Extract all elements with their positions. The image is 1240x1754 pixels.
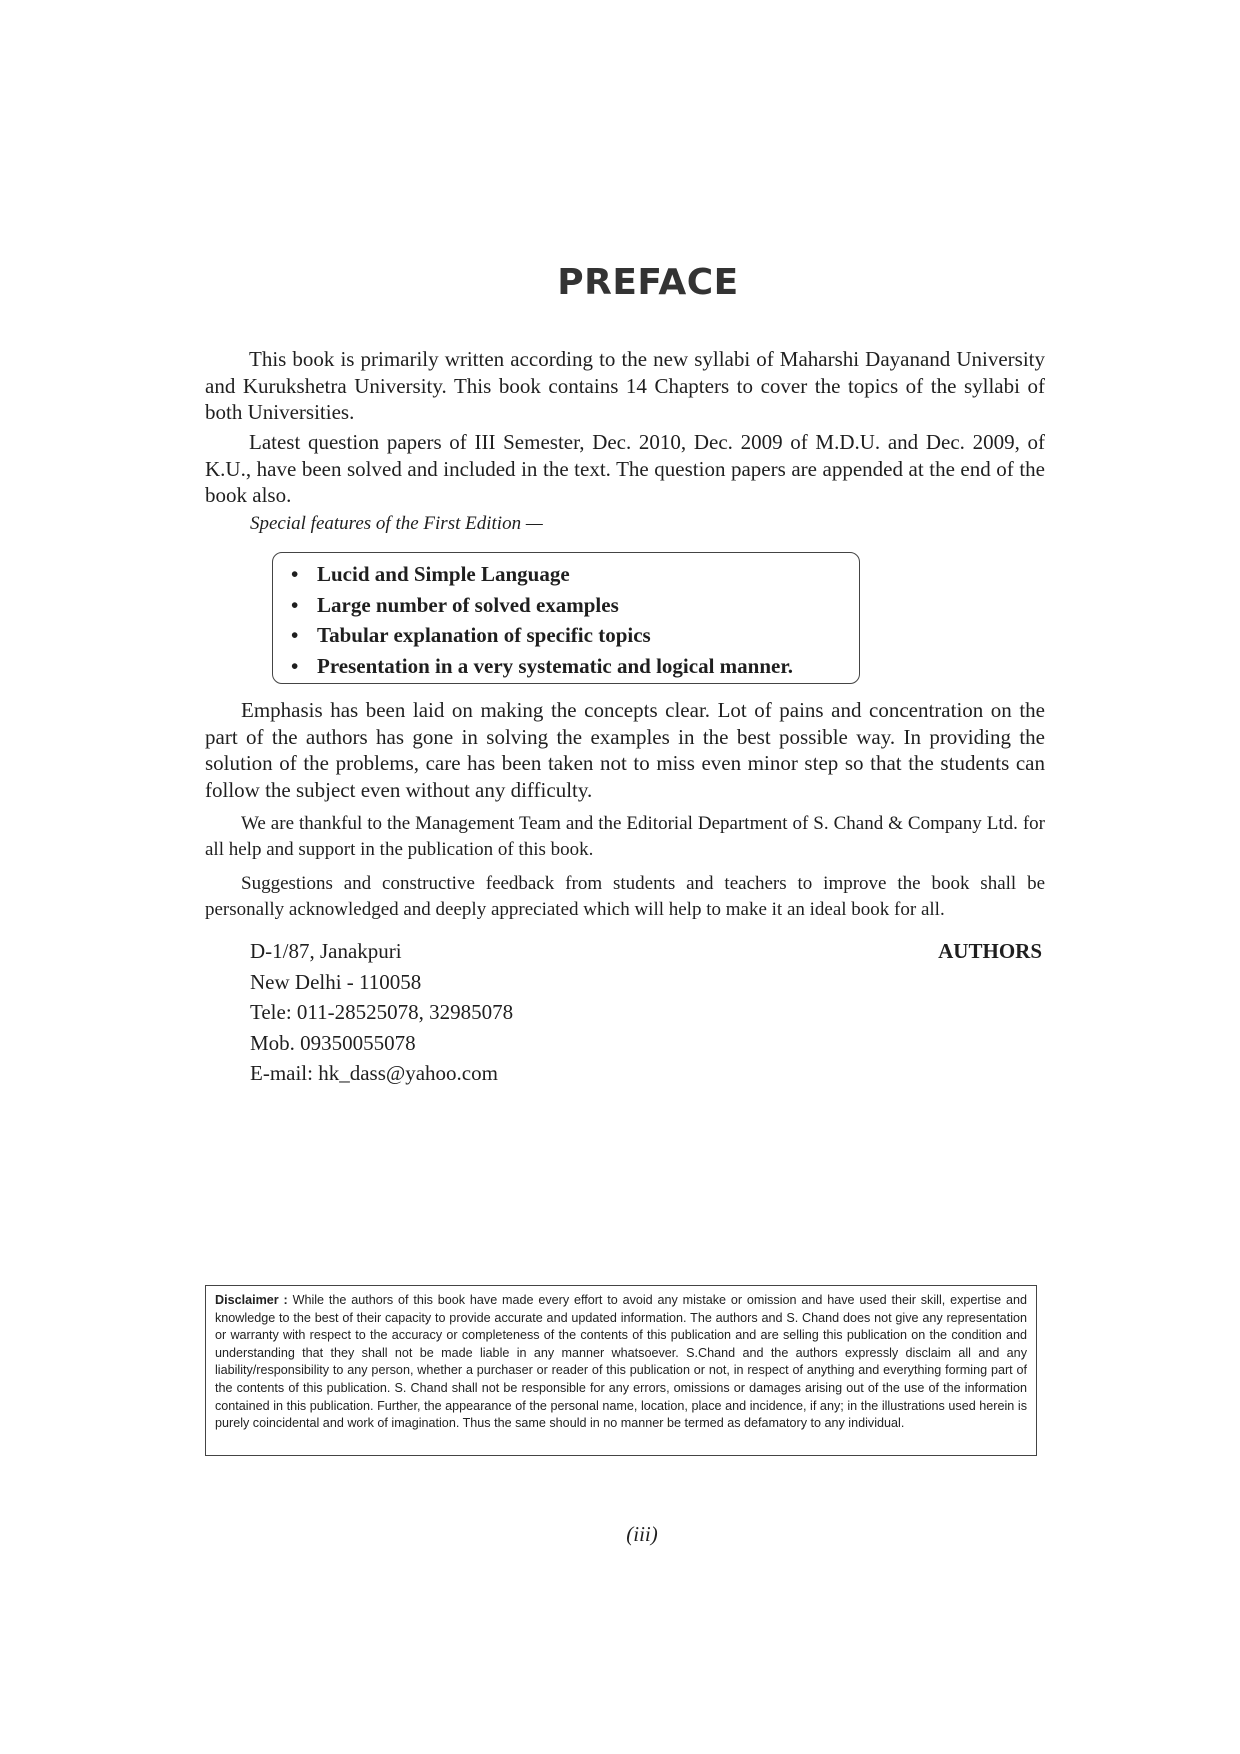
page-number: (iii): [626, 1522, 658, 1546]
email-line: E-mail: hk_dass@yahoo.com: [250, 1061, 498, 1085]
feature-text: Tabular explanation of specific topics: [317, 623, 651, 647]
feature-item: [291, 590, 859, 621]
bullet-icon: •: [291, 653, 299, 678]
feature-text: Large number of solved examples: [317, 592, 619, 617]
special-features-heading: Special features of the First Edition —: [250, 513, 543, 534]
features-box: [272, 552, 860, 684]
authors-signature: AUTHORS: [938, 939, 1042, 963]
address-line: D-1/87, Janakpuri: [250, 939, 402, 963]
feature-item: [291, 559, 859, 590]
mobile-line: Mob. 09350055078: [250, 1030, 416, 1055]
feature-text: Lucid and Simple Language: [317, 562, 570, 586]
disclaimer-label: Disclaimer :: [215, 1293, 288, 1307]
feature-text: Presentation in a very systematic and logical manner.: [317, 653, 793, 678]
feature-item: [291, 651, 859, 682]
address-line: New Delhi - 110058: [250, 969, 422, 994]
bullet-icon: •: [291, 592, 299, 617]
emphasis-paragraph: Emphasis has been laid on making the concepts clear. Lot of pains and concentration on the part of the authors has gone in solving the examples in the best possible way. In providing the solution of the problems, care has been taken not to miss even minor step so that the students can follow the subject even without any difficulty.: [205, 698, 1045, 802]
features-list: [291, 559, 859, 681]
feature-item: [291, 620, 859, 651]
author-address: [250, 936, 513, 1089]
thanks-paragraph: We are thankful to the Management Team and the Editorial Department of S. Chand & Company Ltd. for all help and support in the publication of this book.: [205, 813, 1045, 860]
bullet-icon: •: [291, 623, 299, 647]
disclaimer-box: [205, 1285, 1037, 1456]
intro-paragraph: This book is primarily written according to the new syllabi of Maharshi Dayanand University and Kurukshetra University. This book contains 14 Chapters to cover the topics of the syllabi of both Universities.: [205, 347, 1045, 424]
page-title: PREFACE: [557, 262, 739, 303]
bullet-icon: •: [291, 562, 299, 586]
phone-line: Tele: 011-28525078, 32985078: [250, 1000, 514, 1024]
suggestions-paragraph: Suggestions and constructive feedback from students and teachers to improve the book shall be personally acknowledged and deeply appreciated which will help to make it an ideal book for all.: [205, 873, 1045, 920]
question-papers-paragraph: Latest question papers of III Semester, Dec. 2010, Dec. 2009 of M.D.U. and Dec. 2009, of K.U., have been solved and included in the text. The question papers are appended at the end of the book also.: [205, 430, 1045, 507]
disclaimer-text: While the authors of this book have made every effort to avoid any mistake or omission and have used their skill, expertise and knowledge to the best of their capacity to provide accurate and updated information. The authors and S. Chand does not give any representation or warranty with respect to the accuracy or completeness of the contents of this publication and are selling this publication on the condition and understanding that they shall not be made liable in any manner whatsoever. S.Chand and the authors expressly disclaim all and any liability/responsibility to any person, whether a purchaser or reader of this publication or not, in respect of anything and everything forming part of the contents of this publication. S. Chand shall not be responsible for any errors, omissions or damages arising out of the use of the information contained in this publication. Further, the appearance of the personal name, location, place and incidence, if any; in the illustrations used herein is purely coincidental and work of imagination. Thus the same should in no manner be termed as defamatory to any individual.: [215, 1293, 1028, 1431]
